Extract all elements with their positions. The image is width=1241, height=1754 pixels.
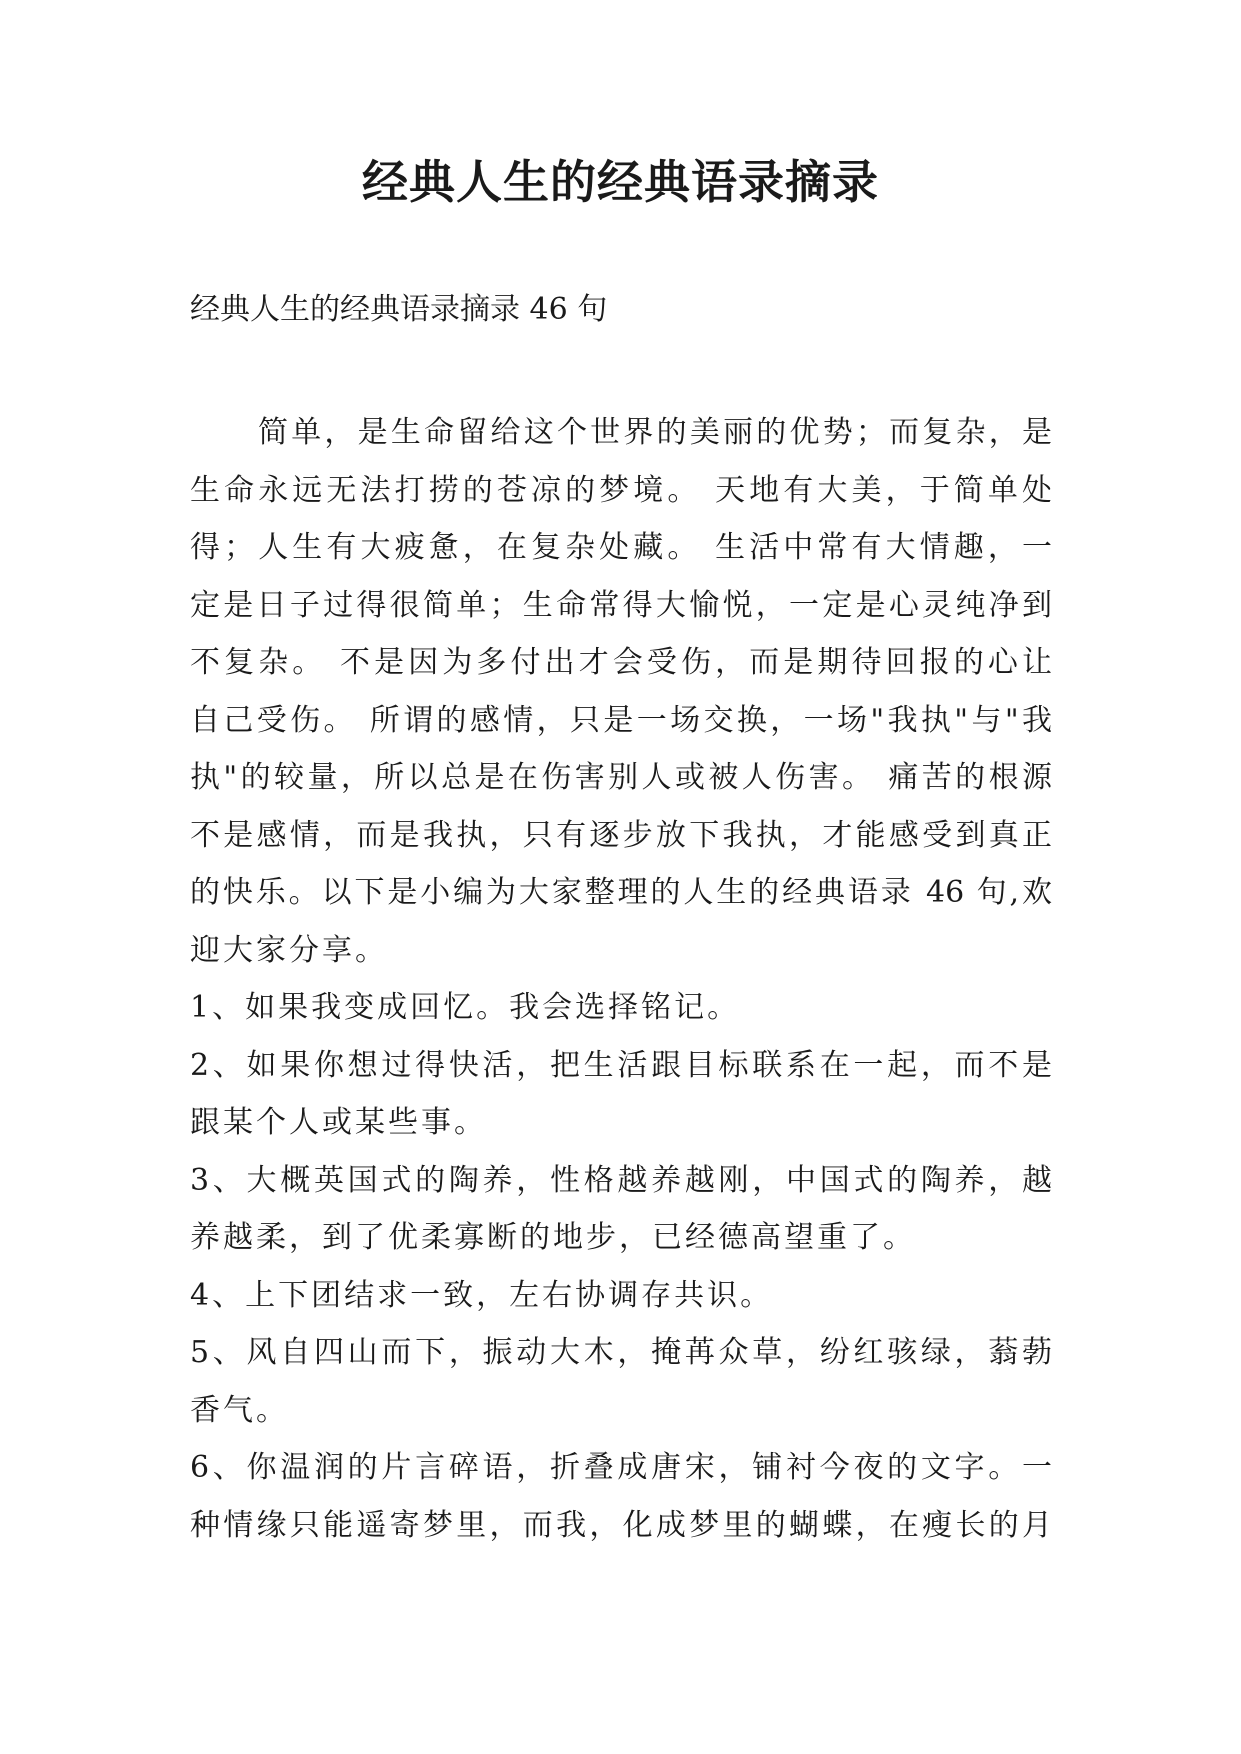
document-subtitle: 经典人生的经典语录摘录 46 句 bbox=[190, 292, 608, 327]
body-line: 得；人生有大疲惫，在复杂处藏。 生活中常有大情趣，一 bbox=[190, 530, 1052, 565]
list-item-continuation: 种情缘只能遥寄梦里，而我，化成梦里的蝴蝶，在瘦长的月 bbox=[190, 1507, 1052, 1543]
list-item: 3、大概英国式的陶养，性格越养越刚，中国式的陶养，越 bbox=[190, 1162, 1052, 1198]
list-item-continuation: 香气。 bbox=[190, 1392, 289, 1428]
list-item: 2、如果你想过得快活，把生活跟目标联系在一起，而不是 bbox=[190, 1047, 1052, 1083]
body-line: 不复杂。 不是因为多付出才会受伤，而是期待回报的心让 bbox=[190, 645, 1052, 680]
list-item: 1、如果我变成回忆。我会选择铭记。 bbox=[190, 990, 741, 1025]
body-line: 自己受伤。 所谓的感情，只是一场交换，一场"我执"与"我 bbox=[190, 702, 1052, 738]
document-body bbox=[190, 404, 1052, 1554]
list-item: 6、你温润的片言碎语，折叠成唐宋，铺衬今夜的文字。一 bbox=[190, 1450, 1052, 1485]
body-line: 迎大家分享。 bbox=[190, 932, 388, 968]
list-item: 4、上下团结求一致，左右协调存共识。 bbox=[190, 1277, 774, 1313]
body-line: 执"的较量，所以总是在伤害别人或被人伤害。 痛苦的根源 bbox=[190, 760, 1052, 795]
body-line: 的快乐。以下是小编为大家整理的人生的经典语录 46 句,欢 bbox=[190, 875, 1052, 910]
body-line: 简单，是生命留给这个世界的美丽的优势；而复杂，是 bbox=[258, 415, 1052, 450]
list-item: 5、风自四山而下，振动大木，掩苒众草，纷红骇绿，蓊葧 bbox=[190, 1335, 1052, 1370]
list-item-continuation: 跟某个人或某些事。 bbox=[190, 1105, 487, 1140]
body-line: 不是感情，而是我执，只有逐步放下我执，才能感受到真正 bbox=[190, 817, 1052, 853]
body-line: 定是日子过得很简单；生命常得大愉悦，一定是心灵纯净到 bbox=[190, 587, 1052, 623]
body-line: 生命永远无法打捞的苍凉的梦境。 天地有大美，于简单处 bbox=[190, 472, 1052, 508]
list-item-continuation: 养越柔，到了优柔寡断的地步，已经德高望重了。 bbox=[190, 1220, 916, 1255]
document-title: 经典人生的经典语录摘录 bbox=[362, 155, 879, 209]
